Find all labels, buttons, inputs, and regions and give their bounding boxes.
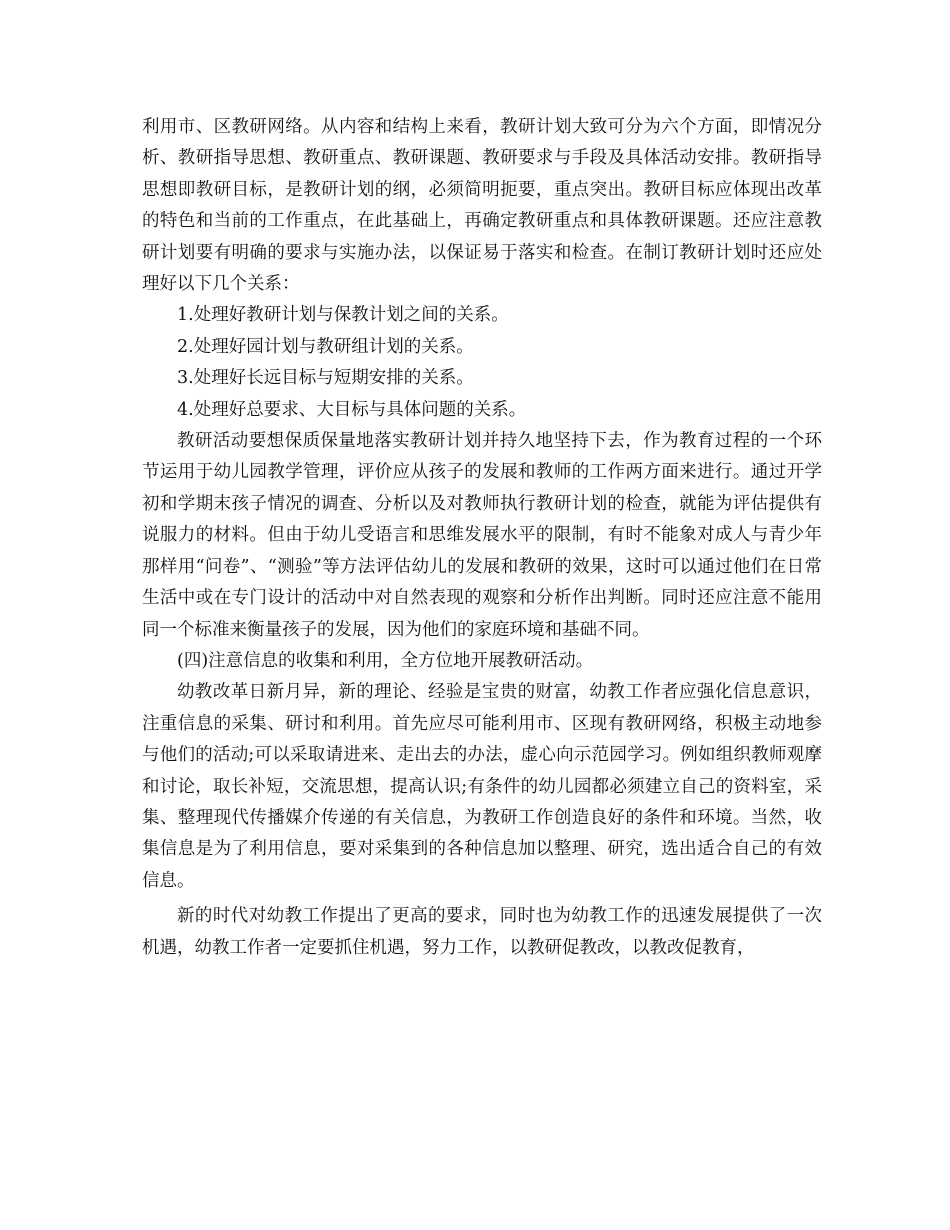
paragraph-new-era: 新的时代对幼教工作提出了更高的要求，同时也为幼教工作的迅速发展提供了一次机遇，幼教工作者一定要抓住机遇，努力工作，以教研促教改，以教改促教育， xyxy=(142,906,822,958)
list-item-relationship-1: 1.处理好教研计划与保教计划之间的关系。 xyxy=(177,305,509,326)
list-item-relationship-2: 2.处理好园计划与教研组计划的关系。 xyxy=(177,336,474,357)
section-heading-information: (四)注意信息的收集和利用，全方位地开展教研活动。 xyxy=(177,650,594,671)
paragraph-evaluation: 教研活动要想保质保量地落实教研计划并持久地坚持下去，作为教育过程的一个环节运用于幼儿园教学管理，评价应从孩子的发展和教师的工作两方面来进行。通过开学初和学期末孩子情况的调查、分析以及对教师执行教研计划的检查，就能为评估提供有说服力的材料。但由于幼儿受语言和思维发展水平的限制，有时不能象对成人与青少年那样用“问卷”、“测验”等方法评估幼儿的发展和教研的效果，这时可以通过他们在日常生活中或在专门设计的活动中对自然表现的观察和分析作出判断。同时还应注意不能用同一个标准来衡量孩子的发展，因为他们的家庭环境和基础不同。 xyxy=(142,431,822,640)
paragraph-planning-structure: 利用市、区教研网络。从内容和结构上来看，教研计划大致可分为六个方面，即情况分析、教研指导思想、教研重点、教研课题、教研要求与手段及具体活动安排。教研指导思想即教研目标，是教研计划的纲，必须简明扼要，重点突出。教研目标应体现出改革的特色和当前的工作重点，在此基础上，再确定教研重点和具体教研课题。还应注意教研计划要有明确的要求与实施办法，以保证易于落实和检查。在制订教研计划时还应处理好以下几个关系： xyxy=(142,117,822,295)
document-body xyxy=(142,112,822,964)
list-item-relationship-3: 3.处理好长远目标与短期安排的关系。 xyxy=(177,368,474,389)
list-item-relationship-4: 4.处理好总要求、大目标与具体问题的关系。 xyxy=(177,399,527,420)
paragraph-information-collection: 幼教改革日新月异，新的理论、经验是宝贵的财富，幼教工作者应强化信息意识，注重信息的采集、研讨和利用。首先应尽可能利用市、区现有教研网络，积极主动地参与他们的活动;可以采取请进来、走出去的办法，虚心向示范园学习。例如组织教师观摩和讨论，取长补短，交流思想，提高认识;有条件的幼儿园都必须建立自己的资料室，采集、整理现代传播媒介传递的有关信息，为教研工作创造良好的条件和环境。当然，收集信息是为了利用信息，要对采集到的各种信息加以整理、研究，选出适合自己的有效信息。 xyxy=(142,682,822,891)
